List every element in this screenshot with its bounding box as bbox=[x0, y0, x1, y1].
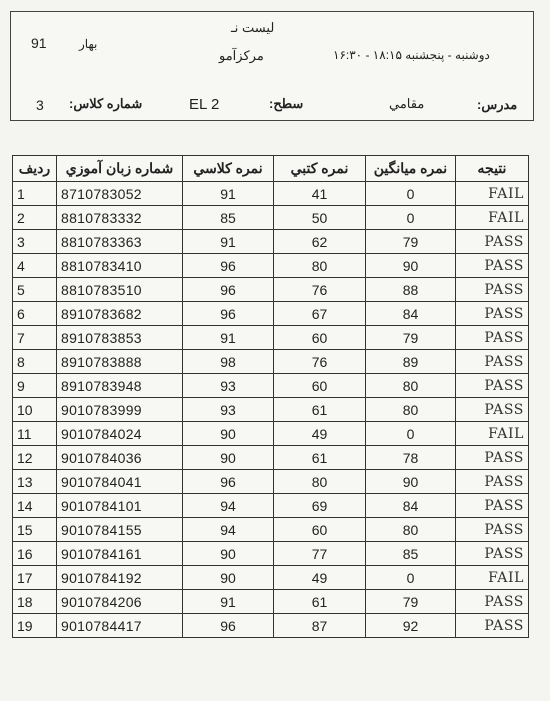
student-id-cell: 8910783682 bbox=[57, 302, 183, 326]
table-row bbox=[13, 374, 529, 398]
student-id-cell: 9010784036 bbox=[57, 446, 183, 470]
grades-table bbox=[12, 155, 529, 638]
student-id-cell: 8810783363 bbox=[57, 230, 183, 254]
result-cell: PASS bbox=[456, 398, 529, 422]
class-score-cell: 93 bbox=[183, 374, 274, 398]
term-label: بهار bbox=[79, 37, 98, 51]
written-score-cell: 49 bbox=[274, 566, 366, 590]
result-cell: PASS bbox=[456, 302, 529, 326]
table-row bbox=[13, 350, 529, 374]
written-score-cell: 49 bbox=[274, 422, 366, 446]
written-score-cell: 60 bbox=[274, 326, 366, 350]
student-id-cell: 9010784192 bbox=[57, 566, 183, 590]
result-cell: PASS bbox=[456, 326, 529, 350]
title-fragment: لیست نـ bbox=[231, 20, 275, 35]
table-row bbox=[13, 398, 529, 422]
result-cell: PASS bbox=[456, 470, 529, 494]
average-cell: 79 bbox=[366, 326, 456, 350]
table-row bbox=[13, 590, 529, 614]
average-cell: 78 bbox=[366, 446, 456, 470]
average-cell: 80 bbox=[366, 518, 456, 542]
student-id-cell: 9010784161 bbox=[57, 542, 183, 566]
written-score-cell: 67 bbox=[274, 302, 366, 326]
result-cell: PASS bbox=[456, 278, 529, 302]
written-score-cell: 62 bbox=[274, 230, 366, 254]
result-cell: FAIL bbox=[456, 422, 529, 446]
index-cell: 6 bbox=[13, 302, 57, 326]
index-cell: 16 bbox=[13, 542, 57, 566]
class-score-cell: 91 bbox=[183, 182, 274, 206]
index-cell: 9 bbox=[13, 374, 57, 398]
class-count-label: شماره كلاس: bbox=[69, 96, 143, 111]
written-score-cell: 61 bbox=[274, 446, 366, 470]
student-id-cell: 8810783410 bbox=[57, 254, 183, 278]
table-row bbox=[13, 446, 529, 470]
written-score-cell: 61 bbox=[274, 590, 366, 614]
index-cell: 14 bbox=[13, 494, 57, 518]
class-score-cell: 91 bbox=[183, 230, 274, 254]
result-cell: PASS bbox=[456, 494, 529, 518]
student-id-cell: 8910783948 bbox=[57, 374, 183, 398]
index-cell: 1 bbox=[13, 182, 57, 206]
result-cell: PASS bbox=[456, 446, 529, 470]
average-cell: 90 bbox=[366, 254, 456, 278]
average-cell: 0 bbox=[366, 182, 456, 206]
result-cell: FAIL bbox=[456, 566, 529, 590]
index-cell: 5 bbox=[13, 278, 57, 302]
class-score-cell: 96 bbox=[183, 614, 274, 638]
result-cell: PASS bbox=[456, 230, 529, 254]
index-cell: 13 bbox=[13, 470, 57, 494]
index-cell: 7 bbox=[13, 326, 57, 350]
written-score-cell: 61 bbox=[274, 398, 366, 422]
written-score-cell: 76 bbox=[274, 350, 366, 374]
center-fragment: مرکزآمو bbox=[219, 48, 264, 63]
result-cell: FAIL bbox=[456, 182, 529, 206]
class-score-cell: 96 bbox=[183, 302, 274, 326]
table-row bbox=[13, 470, 529, 494]
result-cell: PASS bbox=[456, 374, 529, 398]
table-row bbox=[13, 278, 529, 302]
index-cell: 15 bbox=[13, 518, 57, 542]
index-cell: 10 bbox=[13, 398, 57, 422]
class-score-cell: 90 bbox=[183, 446, 274, 470]
result-cell: FAIL bbox=[456, 206, 529, 230]
student-id-cell: 9010784206 bbox=[57, 590, 183, 614]
index-cell: 2 bbox=[13, 206, 57, 230]
index-cell: 4 bbox=[13, 254, 57, 278]
index-cell: 17 bbox=[13, 566, 57, 590]
average-cell: 0 bbox=[366, 566, 456, 590]
class-score-cell: 90 bbox=[183, 566, 274, 590]
table-row bbox=[13, 566, 529, 590]
result-cell: PASS bbox=[456, 254, 529, 278]
student-id-cell: 9010784417 bbox=[57, 614, 183, 638]
written-score-cell: 87 bbox=[274, 614, 366, 638]
column-header-class-score: نمره كلاسي bbox=[183, 156, 274, 182]
class-score-cell: 91 bbox=[183, 326, 274, 350]
class-score-cell: 96 bbox=[183, 278, 274, 302]
table-row bbox=[13, 326, 529, 350]
term-value: 91 bbox=[31, 35, 47, 51]
class-score-cell: 91 bbox=[183, 590, 274, 614]
average-cell: 85 bbox=[366, 542, 456, 566]
average-cell: 79 bbox=[366, 230, 456, 254]
written-score-cell: 80 bbox=[274, 470, 366, 494]
table-row bbox=[13, 542, 529, 566]
average-cell: 0 bbox=[366, 422, 456, 446]
class-score-cell: 98 bbox=[183, 350, 274, 374]
index-cell: 18 bbox=[13, 590, 57, 614]
class-score-cell: 90 bbox=[183, 422, 274, 446]
index-cell: 11 bbox=[13, 422, 57, 446]
class-score-cell: 90 bbox=[183, 542, 274, 566]
result-cell: PASS bbox=[456, 542, 529, 566]
index-cell: 3 bbox=[13, 230, 57, 254]
class-score-cell: 94 bbox=[183, 518, 274, 542]
class-score-cell: 96 bbox=[183, 470, 274, 494]
student-id-cell: 9010784024 bbox=[57, 422, 183, 446]
student-id-cell: 8910783888 bbox=[57, 350, 183, 374]
written-score-cell: 60 bbox=[274, 518, 366, 542]
result-cell: PASS bbox=[456, 518, 529, 542]
table-row bbox=[13, 182, 529, 206]
written-score-cell: 77 bbox=[274, 542, 366, 566]
result-cell: PASS bbox=[456, 614, 529, 638]
student-id-cell: 9010784101 bbox=[57, 494, 183, 518]
result-cell: PASS bbox=[456, 590, 529, 614]
index-cell: 19 bbox=[13, 614, 57, 638]
student-id-cell: 8810783510 bbox=[57, 278, 183, 302]
level-label: سطح: bbox=[269, 96, 304, 111]
average-cell: 84 bbox=[366, 302, 456, 326]
column-header-written-score: نمره كتبي bbox=[274, 156, 366, 182]
column-header-result: نتيجه bbox=[456, 156, 529, 182]
student-id-cell: 9010784041 bbox=[57, 470, 183, 494]
written-score-cell: 76 bbox=[274, 278, 366, 302]
average-cell: 79 bbox=[366, 590, 456, 614]
table-row bbox=[13, 302, 529, 326]
index-cell: 12 bbox=[13, 446, 57, 470]
class-score-cell: 96 bbox=[183, 254, 274, 278]
student-id-cell: 8810783332 bbox=[57, 206, 183, 230]
table-row bbox=[13, 518, 529, 542]
header-box bbox=[10, 11, 534, 121]
student-id-cell: 8710783052 bbox=[57, 182, 183, 206]
average-cell: 92 bbox=[366, 614, 456, 638]
class-score-cell: 94 bbox=[183, 494, 274, 518]
written-score-cell: 60 bbox=[274, 374, 366, 398]
average-cell: 80 bbox=[366, 374, 456, 398]
column-header-average: نمره ميانگين bbox=[366, 156, 456, 182]
average-cell: 84 bbox=[366, 494, 456, 518]
student-id-cell: 9010784155 bbox=[57, 518, 183, 542]
level-value: EL 2 bbox=[189, 96, 220, 113]
average-cell: 90 bbox=[366, 470, 456, 494]
table-row bbox=[13, 230, 529, 254]
written-score-cell: 80 bbox=[274, 254, 366, 278]
table-row bbox=[13, 422, 529, 446]
average-cell: 80 bbox=[366, 398, 456, 422]
class-score-cell: 85 bbox=[183, 206, 274, 230]
written-score-cell: 69 bbox=[274, 494, 366, 518]
written-score-cell: 50 bbox=[274, 206, 366, 230]
teacher-value: مقامي bbox=[389, 96, 425, 111]
column-header-index: رديف bbox=[13, 156, 57, 182]
average-cell: 88 bbox=[366, 278, 456, 302]
class-count-value: 3 bbox=[36, 97, 44, 113]
table-row bbox=[13, 254, 529, 278]
table-row bbox=[13, 206, 529, 230]
student-id-cell: 8910783853 bbox=[57, 326, 183, 350]
teacher-label: مدرس: bbox=[477, 97, 518, 112]
table-row bbox=[13, 494, 529, 518]
class-score-cell: 93 bbox=[183, 398, 274, 422]
table-row bbox=[13, 614, 529, 638]
index-cell: 8 bbox=[13, 350, 57, 374]
average-cell: 0 bbox=[366, 206, 456, 230]
written-score-cell: 41 bbox=[274, 182, 366, 206]
schedule: دوشنبه - پنجشنبه ۱۸:۱۵ - ۱۶:۳۰ bbox=[333, 48, 490, 62]
column-header-student-id: شماره زبان آموزي bbox=[57, 156, 183, 182]
average-cell: 89 bbox=[366, 350, 456, 374]
result-cell: PASS bbox=[456, 350, 529, 374]
table-header-row bbox=[13, 156, 529, 182]
student-id-cell: 9010783999 bbox=[57, 398, 183, 422]
